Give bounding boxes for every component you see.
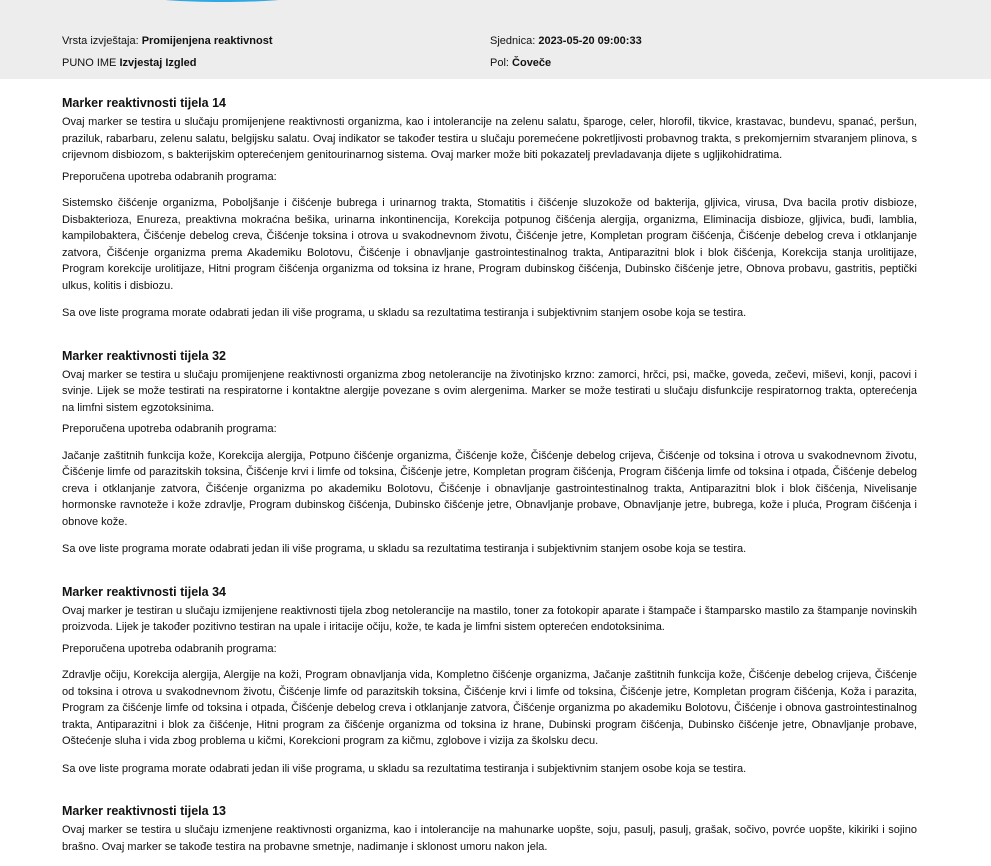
marker-section	[62, 558, 917, 778]
full-name-label: PUNO IME	[62, 57, 117, 69]
program-list: Sistemsko čišćenje organizma, Poboljšanje i čišćenje bubrega i urinarnog trakta, Stomatitis i čišćenje sluzokože od bakterija, gljivica, virusa, Dva bacila protiv disbioze, Disbakterioza, Enureza, preaktivna mokraćna bešika, urinarna inkontinencija, Korekcija potpunog čišćenja alergija, organizma, Eliminacija disbioze, gljivica, buđi, lamblia, kampilobaktera, Čišćenje debelog creva, Čišćenje toksina i otrova u svakodnevnom životu, Čišćenje jetre, Kompletan program čišćenja, Čišćenje debelog creva i otklanjanje zatvora, Čišćenje organizma prema Akademiku Bolotovu, Čišćenje i obnavljanje gastrointestinalnog trakta, Antiparazitni blok i blok čišćenja, Korekcija stanja urolitijaze, Program korekcije urolitijaze, Hitni program čišćenja organizma od toksina iz hrane, Program dubinskog čišćenja, Dubinsko čišćenje jetre, Obnova probavu, gastritis, peptički ulkus, kolitis i disbiozu.	[62, 197, 917, 292]
marker-section	[62, 79, 917, 322]
report-type-label: Vrsta izvještaja:	[62, 35, 139, 47]
selection-note: Sa ove liste programa morate odabrati jedan ili više programa, u skladu sa rezultatima testiranja i subjektivnim stanjem osobe koja se testira.	[62, 762, 747, 775]
program-list: Zdravlje očiju, Korekcija alergija, Alergije na koži, Program obnavljanja vida, Kompletno čišćenje organizma, Jačanje zaštitnih funkcija kože, Čišćenje debelog crijeva, Čišćenje od toksina i otrova u svakodnevnom životu, Čišćenje limfe od parazitskih toksina, Čišćenje krvi i limfe od toksina, Čišćenje jetre, Kompletan program čišćenja, Koža i parazita, Program za čišćenje limfe od toksina i otpada, Čišćenje debelog creva i otklanjanje zatvora, Čišćenje organizma po akademiku Bolotovu, Čišćenje i obnova gastrointestinalnog trakta, Antiparazitni i blok za čišćenje, Hitni program za čišćenje organizma od toksina iz hrane, Dubinski program čišćenja, Dubinsko čišćenje jetre, Obnavljanje probave, Oštećenje sluha i vida zbog problema u kičmi, Korekcioni program za kičmu, zglobove i vizija za školsku decu.	[62, 669, 917, 747]
full-name-row	[62, 56, 197, 70]
marker-section	[62, 777, 917, 855]
recommended-label: Preporučena upotreba odabranih programa:	[62, 423, 277, 435]
full-name-value: Izvjestaj Izgled	[119, 57, 197, 69]
section-title: Marker reaktivnosti tijela 34	[62, 584, 226, 599]
report-header	[0, 0, 991, 79]
selection-note: Sa ove liste programa morate odabrati jedan ili više programa, u skladu sa rezultatima testiranja i subjektivnim stanjem osobe koja se testira.	[62, 543, 747, 555]
recommended-label: Preporučena upotreba odabranih programa:	[62, 170, 277, 183]
report-type-row	[62, 34, 273, 48]
program-list: Jačanje zaštitnih funkcija kože, Korekcija alergija, Potpuno čišćenje organizma, Čišćenje kože, Čišćenje debelog crijeva, Čišćenje od toksina i otrova u svakodnevnom životu, Čišćenje limfe od parazitskih toksina, Čišćenje krvi i limfe od toksina, Čišćenje jetre, Kompletan program čišćenja, Program čišćenja limfe od toksina i otpada, Čišćenje debelog creva i otklanjanje zatvora, Čišćenje organizma po akademiku Bolotovu, Čišćenje i obnavljanje gastrointestinalnog trakta, Antiparazitni blok i blok čišćenja, Nivelisanje hormonske ravnoteže i kože zdravlje, Program dubinskog čišćenja, Dubinsko čišćenje jetre, Obnavljanje probave, Obnavljanje jetre, bubrega, kože i pluća, Program čišćenja i obnove kože.	[62, 449, 917, 528]
section-title: Marker reaktivnosti tijela 13	[62, 804, 226, 818]
session-value: 2023-05-20 09:00:33	[538, 35, 642, 47]
section-description: Ovaj marker je testiran u slučaju izmijenjene reaktivnosti tijela zbog netolerancije na mastilo, toner za fotokopir aparate i štampače i štamparsko mastilo za štampanje novinskih proizvoda. Lijek je također pozitivno testiran na upale i iritacije očiju, kože, te kada je limfni sistem opterećen endotoksinima.	[62, 604, 917, 633]
gender-row	[490, 56, 551, 70]
section-title: Marker reaktivnosti tijela 14	[62, 96, 226, 110]
report-content	[62, 79, 917, 855]
section-title: Marker reaktivnosti tijela 32	[62, 348, 226, 363]
session-row	[490, 34, 642, 48]
session-label: Sjednica:	[490, 35, 536, 47]
gender-value: Čoveče	[512, 57, 552, 69]
logo-arc	[146, 0, 298, 2]
report-type-value: Promijenjena reaktivnost	[141, 35, 273, 47]
gender-label: Pol:	[490, 57, 509, 69]
section-description: Ovaj marker se testira u slučaju promijenjene reaktivnosti organizma, kao i intolerancije na zelenu salatu, šparoge, celer, hlorofil, tikvice, krastavac, bundevu, spanać, peršun, praziluk, rabarbaru, zelenu salatu, belgijsku salatu. Ovaj indikator se također testira u slučaju poremećene pokretljivosti probavnog trakta, s prekomjernim stvaranjem plinova, s crijevnom disbiozom, s bakterijskim opterećenjem genitourinarnog sistema. Ovaj marker može biti pokazatelj prevladavanja dijete s ugljikohidratima.	[62, 116, 917, 161]
marker-section	[62, 322, 917, 558]
section-description: Ovaj marker se testira u slučaju promijenjene reaktivnosti organizma zbog netolerancije na životinjsko krzno: zamorci, hrčci, psi, mačke, goveda, zečevi, miševi, konji, pacovi i svinje. Lijek se može testirati na respiratorne i kontaktne alergije povezane s ovim alergenima. Marker se može testirati u slučaju disfunkcije respiratornog trakta, opterećenja na limfni sistem egzotoksinima.	[62, 368, 917, 414]
recommended-label: Preporučena upotreba odabranih programa:	[62, 642, 277, 655]
selection-note: Sa ove liste programa morate odabrati jedan ili više programa, u skladu sa rezultatima testiranja i subjektivnim stanjem osobe koja se testira.	[62, 307, 747, 319]
section-description: Ovaj marker se testira u slučaju izmenjene reaktivnosti organizma, kao i intolerancije na mahunarke uopšte, soju, pasulj, pasulj, grašak, sočivo, povrće uopšte, kikiriki i sojino brašno. Ovaj marker se takođe testira na probavne smetnje, nadimanje i sklonost umoru nakon jela.	[62, 824, 917, 853]
